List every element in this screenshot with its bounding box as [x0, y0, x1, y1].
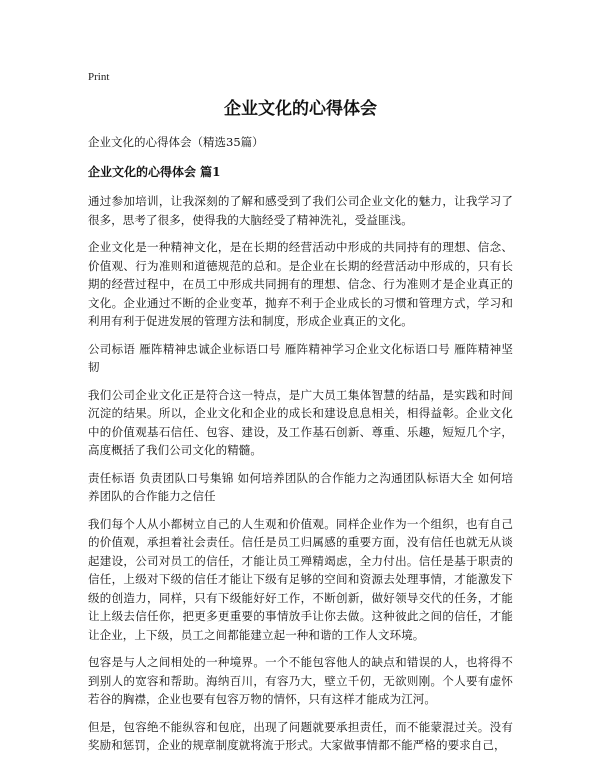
section-heading: 企业文化的心得体会 篇1: [88, 165, 221, 179]
paragraph-8: 但是，包容绝不能纵容和包庇，出现了问题就要承担责任，而不能蒙混过关。没有奖励和惩罚，企业的规章制度就将流于形式。大家做事情都不能严格的要求自己，: [88, 719, 513, 752]
paragraph-5: 责任标语 负责团队口号集锦 如何培养团队的合作能力之沟通团队标语大全 如何培养团队的合作能力之信任: [88, 470, 513, 503]
paragraph-3: 公司标语 雁阵精神忠诚企业标语口号 雁阵精神学习企业文化标语口号 雁阵精神坚韧: [88, 341, 513, 374]
document-subtitle: 企业文化的心得体会（精选35篇）: [88, 135, 264, 149]
paragraph-2: 企业文化是一种精神文化，是在长期的经营活动中形成的共同持有的理想、信念、价值观、行为准则和道德规范的总和。是企业在长期的经营活动中形成的，只有长期的经营过程中，在员工中形成共同拥有的理想、信念、行为准则才是企业真正的文化。企业通过不断的企业变革，抛弃不利于企业成长的习惯和管理方式，学习和利用有利于促进发展的管理方法和制度，形成企业真正的文化。: [88, 240, 513, 328]
print-link[interactable]: Print: [88, 71, 110, 83]
paragraph-1: 通过参加培训，让我深刻的了解和感受到了我们公司企业文化的魅力，让我学习了很多，思考了很多，使得我的大脑经受了精神洗礼，受益匪浅。: [88, 194, 513, 227]
paragraph-4: 我们公司企业文化正是符合这一特点，是广大员工集体智慧的结晶，是实践和时间沉淀的结果。所以，企业文化和企业的成长和建设息息相关，相得益彰。企业文化中的价值观基石信任、包容、建设，及工作基石创新、尊重、乐趣，短短几个字，高度概括了我们公司文化的精髓。: [88, 387, 513, 457]
paragraph-6: 我们每个人从小都树立自己的人生观和价值观。同样企业作为一个组织，也有自己的价值观，承担着社会责任。信任是员工归属感的重要方面，没有信任也就无从谈起建设，公司对员工的信任，才能让员工殚精竭虑，全力付出。信任是基于职责的信任，上级对下级的信任才能让下级有足够的空间和资源去处理事情，才能激发下级的创造力，同样，只有下级能好好工作，不断创新，做好领导交代的任务，才能让上级去信任你，把更多更重要的事情放手让你去做。这种彼此之间的信任，才能让企业，上下级，员工之间都能建立起一种和谐的工作人文环境。: [88, 516, 513, 642]
document-page: [88, 70, 513, 764]
paragraph-7: 包容是与人之间相处的一种境界。一个不能包容他人的缺点和错误的人，也将得不到别人的宽容和帮助。海纳百川，有容乃大，壁立千仞，无欲则刚。个人要有虚怀若谷的胸襟，企业也要有包容万物的情怀，只有这样才能成为江河。: [88, 655, 513, 706]
document-title: 企业文化的心得体会: [224, 99, 377, 119]
